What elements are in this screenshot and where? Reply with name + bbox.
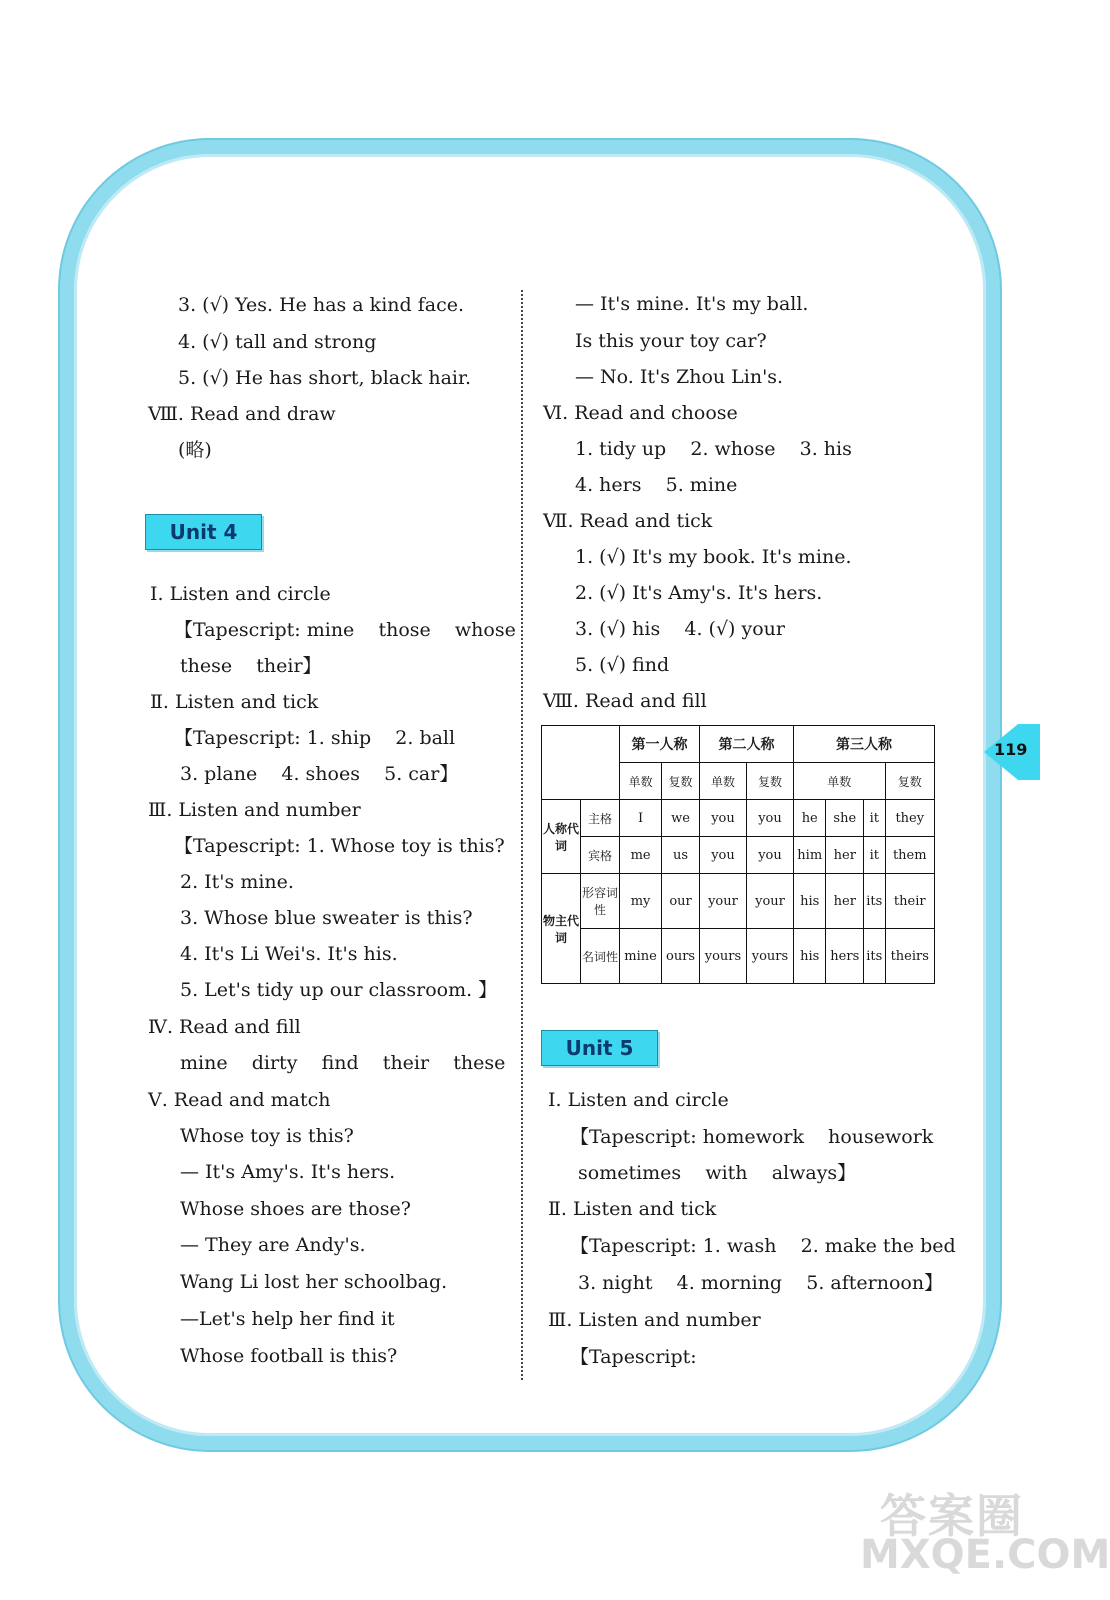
left-line: Whose football is this?	[180, 1345, 398, 1367]
sub-header: 复数	[662, 763, 700, 800]
right-line: 3. night 4. morning 5. afternoon】	[578, 1272, 944, 1294]
left-line: (略)	[178, 439, 212, 461]
table-cell: her	[826, 837, 864, 874]
left-line: 4. It's Li Wei's. It's his.	[180, 943, 398, 965]
left-line: Whose toy is this?	[180, 1125, 354, 1147]
right-line: — No. It's Zhou Lin's.	[575, 366, 784, 388]
header-first-person: 第一人称	[620, 726, 700, 763]
section-heading: Ⅱ. Listen and tick	[548, 1198, 717, 1220]
table-cell: yours	[746, 929, 793, 984]
row-label: 名词性	[581, 929, 620, 984]
table-cell: it	[864, 800, 885, 837]
pronoun-table	[541, 725, 935, 984]
left-line: 2. It's mine.	[180, 871, 294, 893]
table-cell: him	[793, 837, 825, 874]
section-heading: Ⅷ. Read and fill	[543, 690, 707, 712]
right-line: sometimes with always】	[578, 1162, 857, 1184]
sub-header: 复数	[746, 763, 793, 800]
header-second-person: 第二人称	[699, 726, 793, 763]
left-line: 5. Let's tidy up our classroom. 】	[180, 979, 498, 1001]
table-cell: I	[620, 800, 662, 837]
table-corner	[542, 726, 620, 800]
group-label: 人称代词	[542, 800, 581, 874]
table-cell: they	[885, 800, 934, 837]
page-number: 119	[994, 740, 1028, 759]
section-heading: Ⅵ. Read and choose	[543, 402, 738, 424]
left-line: 【Tapescript: mine those whose	[174, 619, 516, 641]
right-line: 2. (√) It's Amy's. It's hers.	[575, 582, 823, 604]
table-cell: we	[662, 800, 700, 837]
table-cell: you	[699, 800, 746, 837]
left-line: 3. plane 4. shoes 5. car】	[180, 763, 459, 785]
row-label: 主格	[581, 800, 620, 837]
section-heading: Ⅶ. Read and tick	[543, 510, 713, 532]
column-divider	[521, 290, 523, 1380]
sub-header: 单数	[793, 763, 885, 800]
right-line: — It's mine. It's my ball.	[575, 293, 809, 315]
row-label: 形容词性	[581, 874, 620, 929]
table-cell: his	[793, 929, 825, 984]
left-line: 4. (√) tall and strong	[178, 331, 377, 353]
left-line: 3. (√) Yes. He has a kind face.	[178, 294, 464, 316]
row-label: 宾格	[581, 837, 620, 874]
left-line: — It's Amy's. It's hers.	[180, 1161, 396, 1183]
left-line: — They are Andy's.	[180, 1234, 366, 1256]
table-cell: hers	[826, 929, 864, 984]
group-label: 物主代词	[542, 874, 581, 984]
table-cell: its	[864, 874, 885, 929]
left-line: —Let's help her find it	[180, 1308, 395, 1330]
table-cell: its	[864, 929, 885, 984]
section-heading: Ⅲ. Listen and number	[548, 1309, 761, 1331]
table-cell: them	[885, 837, 934, 874]
table-cell: you	[746, 800, 793, 837]
section-heading: Ⅲ. Listen and number	[148, 799, 361, 821]
right-line: 【Tapescript:	[570, 1346, 697, 1368]
table-cell: my	[620, 874, 662, 929]
table-cell: he	[793, 800, 825, 837]
table-cell: her	[826, 874, 864, 929]
sub-header: 单数	[699, 763, 746, 800]
left-line: 5. (√) He has short, black hair.	[178, 367, 472, 389]
table-cell: it	[864, 837, 885, 874]
section-heading: Ⅱ. Listen and tick	[150, 691, 319, 713]
left-line: these their】	[180, 655, 322, 677]
section-heading: Ⅴ. Read and match	[148, 1089, 331, 1111]
left-line: Wang Li lost her schoolbag.	[180, 1271, 448, 1293]
table-cell: you	[746, 837, 793, 874]
sub-header: 复数	[885, 763, 934, 800]
right-line: 【Tapescript: 1. wash 2. make the bed	[570, 1235, 956, 1257]
table-cell: yours	[699, 929, 746, 984]
table-cell: our	[662, 874, 700, 929]
table-cell: your	[746, 874, 793, 929]
left-line: Whose shoes are those?	[180, 1198, 411, 1220]
left-line: mine dirty find their these	[180, 1052, 506, 1074]
right-line: 4. hers 5. mine	[575, 474, 738, 496]
right-line: Is this your toy car?	[575, 330, 767, 352]
watermark-url: MXQE.COM	[860, 1532, 1110, 1578]
right-line: 【Tapescript: homework housework	[570, 1126, 934, 1148]
left-line: 3. Whose blue sweater is this?	[180, 907, 473, 929]
section-heading: Ⅳ. Read and fill	[148, 1016, 301, 1038]
table-cell: she	[826, 800, 864, 837]
unit-5-label: Unit 5	[541, 1030, 658, 1066]
table-cell: his	[793, 874, 825, 929]
table-cell: your	[699, 874, 746, 929]
right-line: 3. (√) his 4. (√) your	[575, 618, 785, 640]
section-heading: Ⅷ. Read and draw	[148, 403, 336, 425]
table-cell: theirs	[885, 929, 934, 984]
sub-header: 单数	[620, 763, 662, 800]
table-cell: you	[699, 837, 746, 874]
table-cell: their	[885, 874, 934, 929]
header-third-person: 第三人称	[793, 726, 934, 763]
right-line: 5. (√) find	[575, 654, 670, 676]
watermark-logo: 答案圈	[880, 1489, 1024, 1543]
left-line: 【Tapescript: 1. Whose toy is this?	[174, 835, 505, 857]
table-cell: us	[662, 837, 700, 874]
right-line: 1. tidy up 2. whose 3. his	[575, 438, 852, 460]
table-cell: ours	[662, 929, 700, 984]
table-cell: me	[620, 837, 662, 874]
section-heading: Ⅰ. Listen and circle	[150, 583, 331, 605]
right-line: 1. (√) It's my book. It's mine.	[575, 546, 852, 568]
table-cell: mine	[620, 929, 662, 984]
section-heading: Ⅰ. Listen and circle	[548, 1089, 729, 1111]
unit-4-label: Unit 4	[145, 514, 262, 550]
left-line: 【Tapescript: 1. ship 2. ball	[174, 727, 456, 749]
